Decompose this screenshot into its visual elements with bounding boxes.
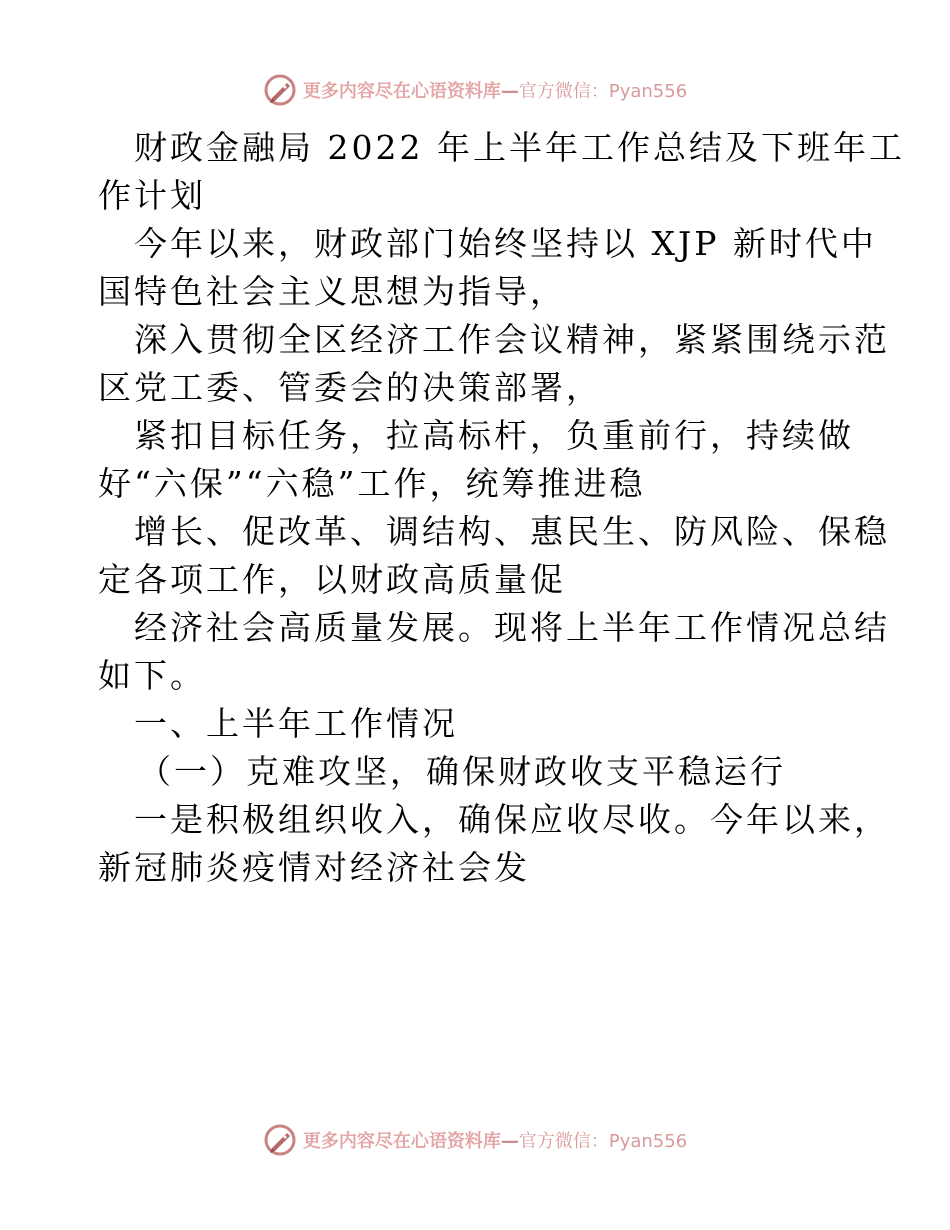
watermark-text (303, 77, 687, 103)
paragraph-line: 今年以来，财政部门始终坚持以 XJP 新时代中 (134, 224, 877, 263)
watermark-text (303, 1127, 687, 1153)
paragraph-line: 紧扣目标任务，拉高标杆，负重前行，持续做 (134, 416, 854, 455)
paragraph-line: 增长、促改革、调结构、惠民生、防风险、保稳 (134, 512, 890, 551)
footer-watermark (0, 1120, 950, 1160)
watermark-brand: 更多内容尽在心语资料库 (302, 1131, 501, 1152)
section-heading: 一、上半年工作情况 (134, 704, 458, 743)
fountain-pen-logo-icon (263, 73, 297, 107)
watermark-group (263, 1123, 687, 1157)
watermark-wechat-id: Pyan556 (608, 1131, 688, 1152)
watermark-separator: — (500, 1131, 519, 1152)
watermark-wechat-id: Pyan556 (608, 81, 688, 102)
paragraph-line: 定各项工作，以财政高质量促 (98, 560, 566, 599)
subsection-heading: （一）克难攻坚，确保财政收支平稳运行 (138, 752, 786, 791)
paragraph-line: 好“六保”“六稳”工作，统筹推进稳 (98, 464, 646, 503)
paragraph-line: 经济社会高质量发展。现将上半年工作情况总结 (134, 608, 890, 647)
document-title-line-2: 作计划 (98, 176, 206, 215)
paragraph-line: 一是积极组织收入，确保应收尽收。今年以来， (134, 800, 890, 839)
paragraph-line: 国特色社会主义思想为指导， (98, 272, 566, 311)
fountain-pen-logo-icon (263, 1123, 297, 1157)
watermark-wechat-label: 官方微信： (518, 81, 609, 102)
paragraph-line: 如下。 (98, 656, 206, 695)
header-watermark (0, 70, 950, 110)
watermark-brand: 更多内容尽在心语资料库 (302, 81, 501, 102)
paragraph-line: 新冠肺炎疫情对经济社会发 (98, 848, 530, 887)
watermark-group (263, 73, 687, 107)
watermark-wechat-label: 官方微信： (518, 1131, 609, 1152)
watermark-separator: — (500, 81, 519, 102)
document-title-line-1: 财政金融局 2022 年上半年工作总结及下班年工 (134, 128, 905, 167)
paragraph-line: 区党工委、管委会的决策部署， (98, 368, 602, 407)
document-body (98, 124, 905, 892)
paragraph-line: 深入贯彻全区经济工作会议精神，紧紧围绕示范 (134, 320, 890, 359)
